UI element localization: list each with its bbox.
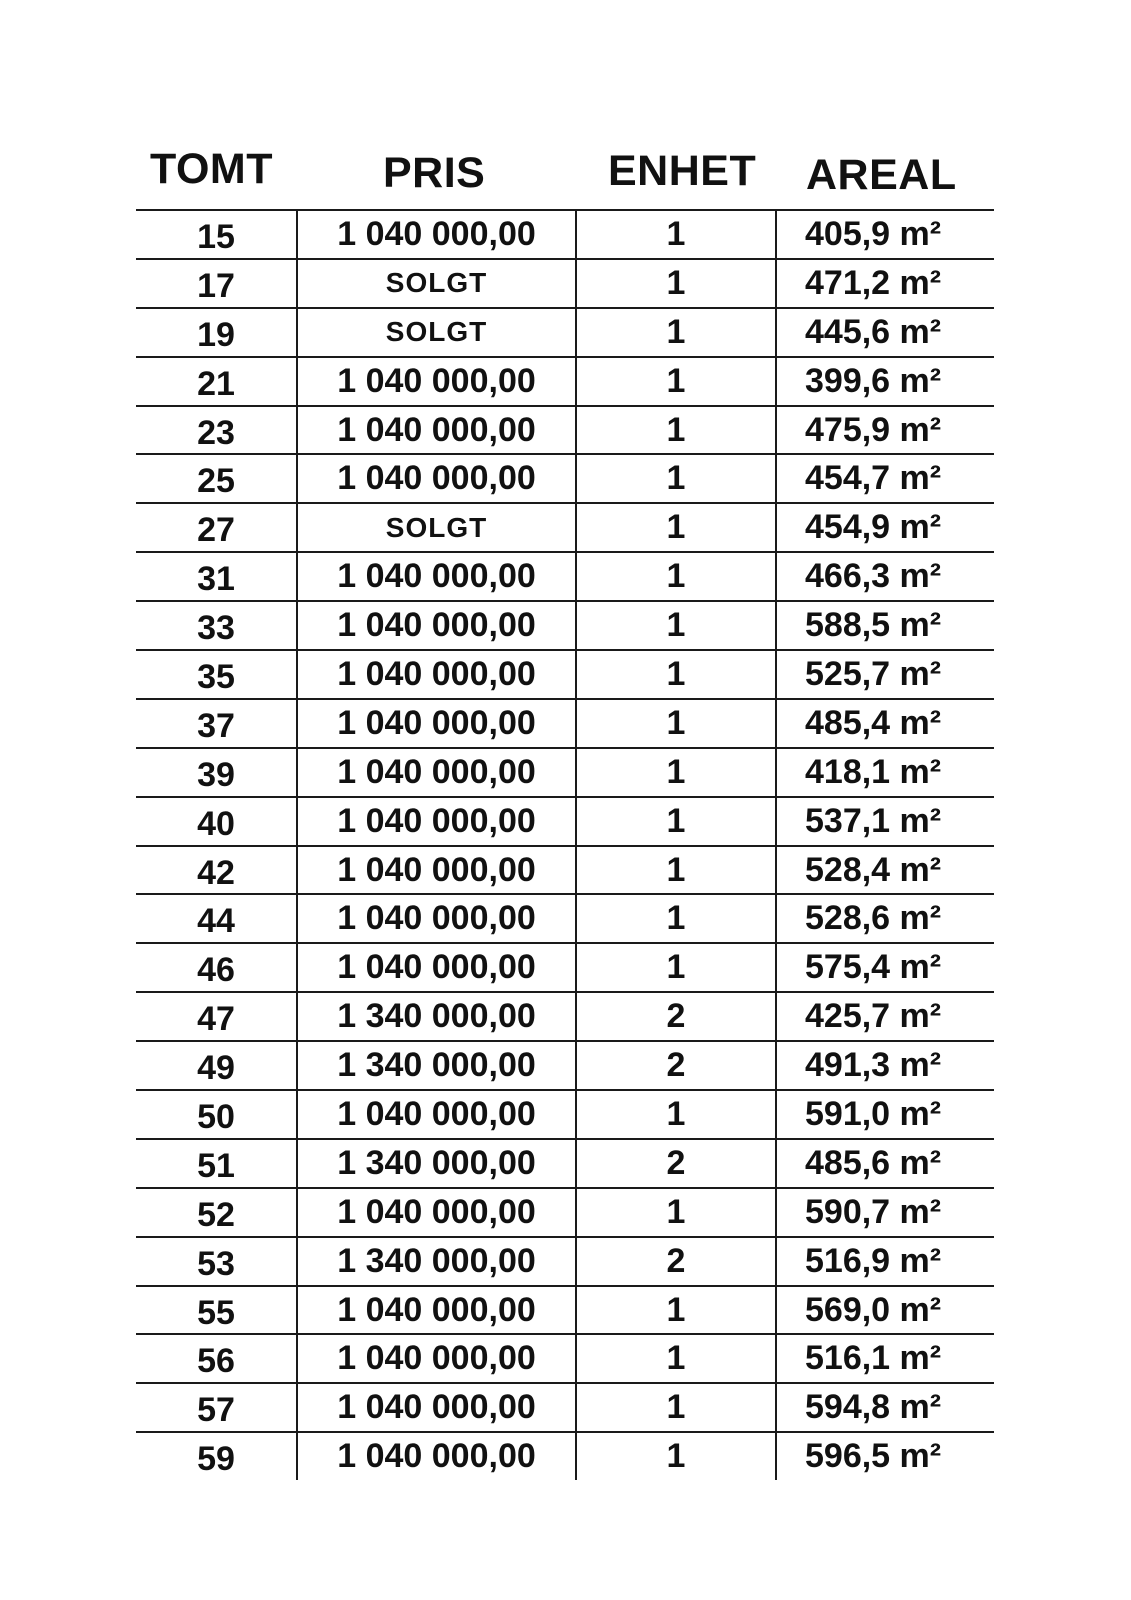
- unit-count: 2: [575, 1140, 775, 1187]
- price-value: 1 040 000,00: [296, 1335, 575, 1382]
- area-value: 537,1 m²: [775, 798, 994, 845]
- tomt-number: 57: [197, 1391, 235, 1430]
- unit-count: 1: [575, 749, 775, 796]
- unit-count: 1: [575, 651, 775, 698]
- price-value: 1 340 000,00: [296, 1042, 575, 1089]
- tomt-number: 59: [197, 1440, 235, 1479]
- table-row: [136, 600, 994, 649]
- price-value: 1 340 000,00: [296, 993, 575, 1040]
- area-value: 445,6 m²: [775, 309, 994, 356]
- tomt-number: 56: [197, 1342, 235, 1381]
- table-row: [136, 502, 994, 551]
- price-value: 1 040 000,00: [296, 798, 575, 845]
- tomt-number: 53: [197, 1244, 235, 1283]
- unit-count: 1: [575, 1091, 775, 1138]
- area-value: 575,4 m²: [775, 944, 994, 991]
- area-value: 516,9 m²: [775, 1238, 994, 1285]
- table-row: [136, 551, 994, 600]
- area-value: 454,9 m²: [775, 504, 994, 551]
- area-value: 454,7 m²: [775, 455, 994, 502]
- price-value: 1 040 000,00: [296, 211, 575, 258]
- unit-count: 2: [575, 1042, 775, 1089]
- unit-count: 1: [575, 895, 775, 942]
- tomt-number: 35: [197, 657, 235, 696]
- table-row: [136, 1382, 994, 1431]
- table-row: [136, 258, 994, 307]
- table-row: [136, 698, 994, 747]
- area-value: 485,4 m²: [775, 700, 994, 747]
- area-value: 418,1 m²: [775, 749, 994, 796]
- tomt-number: 55: [197, 1293, 235, 1332]
- price-value: 1 340 000,00: [296, 1238, 575, 1285]
- header-tomt: TOMT: [150, 145, 274, 193]
- table-row: [136, 356, 994, 405]
- price-value: 1 040 000,00: [296, 1287, 575, 1334]
- tomt-number: 39: [197, 755, 235, 794]
- unit-count: 1: [575, 553, 775, 600]
- area-value: 594,8 m²: [775, 1384, 994, 1431]
- price-value: 1 040 000,00: [296, 895, 575, 942]
- unit-count: 1: [575, 847, 775, 894]
- tomt-number: 50: [197, 1097, 235, 1136]
- tomt-number: 37: [197, 706, 235, 745]
- tomt-number: 51: [197, 1146, 235, 1185]
- area-value: 591,0 m²: [775, 1091, 994, 1138]
- unit-count: 1: [575, 700, 775, 747]
- tomt-number: 21: [197, 364, 235, 403]
- unit-count: 1: [575, 1433, 775, 1480]
- table-row: [136, 1089, 994, 1138]
- tomt-number: 25: [197, 462, 235, 501]
- unit-count: 1: [575, 798, 775, 845]
- price-value: 1 040 000,00: [296, 407, 575, 454]
- tomt-number: 46: [197, 951, 235, 990]
- area-value: 588,5 m²: [775, 602, 994, 649]
- unit-count: 1: [575, 504, 775, 551]
- unit-count: 1: [575, 1287, 775, 1334]
- tomt-number: 31: [197, 560, 235, 599]
- table-row: [136, 405, 994, 454]
- price-value: SOLGT: [296, 260, 575, 307]
- header-areal: AREAL: [806, 151, 957, 199]
- tomt-number: 23: [197, 413, 235, 452]
- table-row: [136, 991, 994, 1040]
- area-value: 525,7 m²: [775, 651, 994, 698]
- area-value: 528,4 m²: [775, 847, 994, 894]
- table-row: [136, 307, 994, 356]
- unit-count: 1: [575, 1384, 775, 1431]
- table-row: [136, 1138, 994, 1187]
- tomt-number: 52: [197, 1195, 235, 1234]
- table-row: [136, 209, 994, 258]
- table-row: [136, 1333, 994, 1382]
- unit-count: 1: [575, 944, 775, 991]
- area-value: 471,2 m²: [775, 260, 994, 307]
- area-value: 596,5 m²: [775, 1433, 994, 1480]
- tomt-number: 40: [197, 804, 235, 843]
- unit-count: 1: [575, 211, 775, 258]
- area-value: 475,9 m²: [775, 407, 994, 454]
- table-row: [136, 1187, 994, 1236]
- price-value: 1 040 000,00: [296, 847, 575, 894]
- area-value: 485,6 m²: [775, 1140, 994, 1187]
- tomt-number: 42: [197, 853, 235, 892]
- unit-count: 1: [575, 407, 775, 454]
- table-row: [136, 796, 994, 845]
- tomt-number: 47: [197, 1000, 235, 1039]
- price-value: 1 040 000,00: [296, 1091, 575, 1138]
- area-value: 399,6 m²: [775, 358, 994, 405]
- area-value: 590,7 m²: [775, 1189, 994, 1236]
- area-value: 528,6 m²: [775, 895, 994, 942]
- table-row: [136, 942, 994, 991]
- table-header: [0, 138, 1131, 198]
- table-row: [136, 747, 994, 796]
- tomt-number: 17: [197, 266, 235, 305]
- table-row: [136, 453, 994, 502]
- table-row: [136, 649, 994, 698]
- tomt-number: 27: [197, 511, 235, 550]
- unit-count: 1: [575, 309, 775, 356]
- area-value: 405,9 m²: [775, 211, 994, 258]
- price-value: 1 040 000,00: [296, 358, 575, 405]
- price-value: 1 040 000,00: [296, 455, 575, 502]
- tomt-number: 19: [197, 315, 235, 354]
- price-value: SOLGT: [296, 504, 575, 551]
- unit-count: 1: [575, 455, 775, 502]
- price-value: 1 040 000,00: [296, 1384, 575, 1431]
- unit-count: 1: [575, 358, 775, 405]
- tomt-number: 15: [197, 217, 235, 256]
- unit-count: 2: [575, 993, 775, 1040]
- area-value: 491,3 m²: [775, 1042, 994, 1089]
- price-value: 1 040 000,00: [296, 1433, 575, 1480]
- table-row: [136, 1040, 994, 1089]
- price-value: 1 040 000,00: [296, 651, 575, 698]
- table-row: [136, 1236, 994, 1285]
- tomt-number: 49: [197, 1049, 235, 1088]
- area-value: 466,3 m²: [775, 553, 994, 600]
- header-enhet: ENHET: [608, 147, 757, 195]
- price-value: 1 040 000,00: [296, 700, 575, 747]
- unit-count: 1: [575, 260, 775, 307]
- header-pris: PRIS: [383, 149, 486, 197]
- table-row: [136, 1431, 994, 1480]
- tomt-number: 33: [197, 609, 235, 648]
- unit-count: 2: [575, 1238, 775, 1285]
- price-value: 1 040 000,00: [296, 944, 575, 991]
- price-value: 1 340 000,00: [296, 1140, 575, 1187]
- price-value: 1 040 000,00: [296, 749, 575, 796]
- tomt-number: 44: [197, 902, 235, 941]
- area-value: 569,0 m²: [775, 1287, 994, 1334]
- price-value: 1 040 000,00: [296, 1189, 575, 1236]
- area-value: 425,7 m²: [775, 993, 994, 1040]
- price-value: 1 040 000,00: [296, 553, 575, 600]
- plot-table: [136, 209, 994, 1480]
- price-value: 1 040 000,00: [296, 602, 575, 649]
- area-value: 516,1 m²: [775, 1335, 994, 1382]
- table-row: [136, 1285, 994, 1334]
- unit-count: 1: [575, 1335, 775, 1382]
- price-value: SOLGT: [296, 309, 575, 356]
- unit-count: 1: [575, 602, 775, 649]
- unit-count: 1: [575, 1189, 775, 1236]
- table-row: [136, 893, 994, 942]
- table-row: [136, 845, 994, 894]
